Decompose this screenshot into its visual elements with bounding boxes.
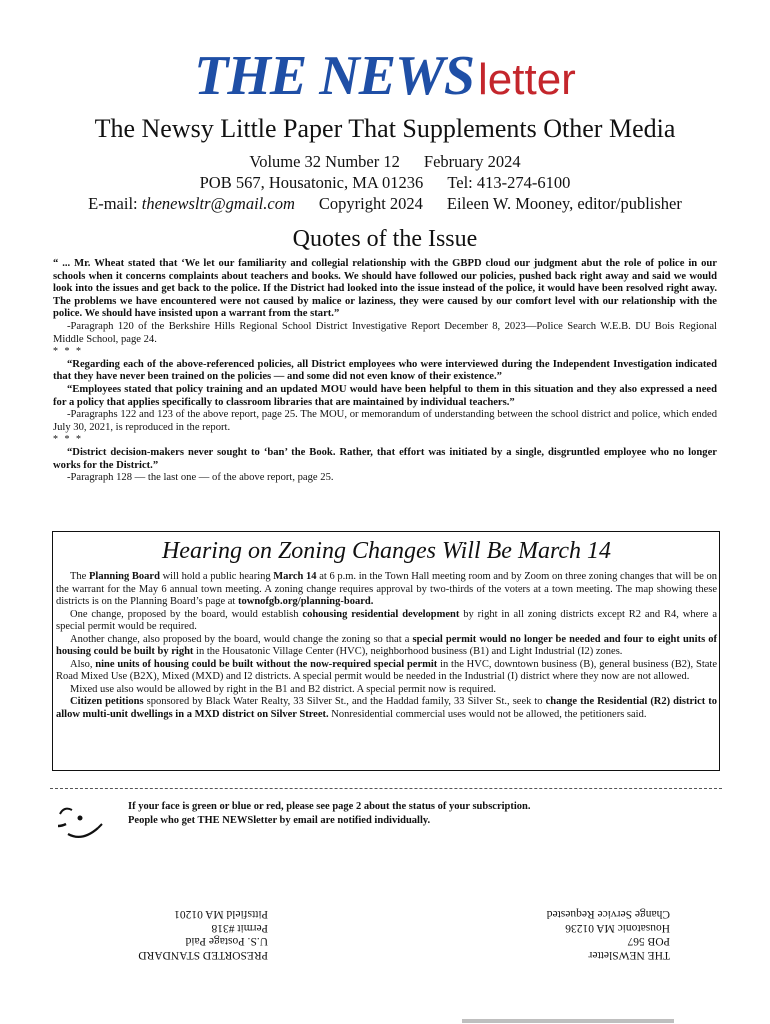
email-address: thenewsltr@gmail.com — [141, 194, 295, 213]
smiley-face-icon — [52, 796, 112, 846]
masthead — [0, 45, 770, 107]
hearing-title: Hearing on Zoning Changes Will Be March 14 — [161, 538, 612, 564]
masthead-the-news: THE NEWS — [194, 45, 475, 107]
hearing-article — [52, 531, 720, 771]
hearing-para-3: Another change, also proposed by the board, would change the zoning so that a special permit would no longer be needed and four to eight units of housing could be built by right in the Housatonic Village Center (HVC), neighborhood business (B1) and Light Industrial (I2) zones. — [56, 633, 717, 657]
separator-stars: * * * — [53, 434, 83, 446]
email-label: E-mail: — [88, 194, 138, 213]
return-address: THE NEWSletter POB 567 Housatonic MA 01236 Change Service Requested — [546, 908, 670, 961]
subscription-notice: If your face is green or blue or red, please see page 2 about the status of your subscription. People who get THE NEWSletter by email are notified individually. — [128, 801, 531, 826]
tagline: The Newsy Little Paper That Supplements Other Media — [94, 114, 676, 143]
quotes-title: Quotes of the Issue — [292, 226, 478, 252]
quote-2a: “Regarding each of the above-referenced policies, all District employees who were interviewed during the Independent Investigation indicated that they have never been trained on the policies — and some did not even know of their existence.” — [53, 358, 717, 383]
volume: Volume 32 Number 12 — [249, 152, 400, 171]
masthead-letter: letter — [478, 55, 576, 104]
issue-line-3 — [0, 194, 770, 214]
postage-indicia: PRESORTED STANDARD U.S. Postage Paid Permit #318 Pittsfield MA 01201 — [138, 908, 268, 961]
quote-2b: “Employees stated that policy training and an updated MOU would have been helpful to them in this situation and they also expressed a need for a policy that applies specifically to classroom libraries that are maintained by individual teachers.” — [53, 383, 717, 408]
quotes-block — [53, 258, 717, 485]
quote-2-source: -Paragraphs 122 and 123 of the above report, page 25. The MOU, or memorandum of understanding between the school district and police, which ended July 30, 2021, is reproduced in the report. — [53, 409, 717, 433]
issue-line-1 — [0, 152, 770, 172]
quote-3: “District decision-makers never sought to ‘ban’ the Book. Rather, that effort was initiated by a single, disgruntled employee who no longer works for the District.” — [53, 446, 717, 471]
telephone: Tel: 413-274-6100 — [447, 173, 571, 192]
separator-stars: * * * — [53, 346, 83, 358]
hearing-para-1: The Planning Board will hold a public hearing March 14 at 6 p.m. in the Town Hall meeting room and by Zoom on three zoning changes that will be on the warrant for the May 6 annual town meeting. A zoning change requires approval by two-thirds of the voters at a town meeting. The map showing these districts is on the Planning Board’s page at townofgb.org/planning-board. — [56, 571, 717, 607]
planning-board-link[interactable]: townofgb.org/planning-board. — [237, 596, 374, 607]
scrollbar[interactable] — [462, 1019, 674, 1023]
quote-3-source: -Paragraph 128 — the last one — of the above report, page 25. — [67, 472, 334, 484]
quote-1-source: -Paragraph 120 of the Berkshire Hills Regional School District Investigative Report December 8, 2023—Police Search W.E.B. DU Bois Regional Middle School, page 24. — [53, 320, 717, 345]
divider — [50, 788, 722, 789]
hearing-para-4: Also, nine units of housing could be built without the now-required special permit in the HVC, downtown business (B), general business (B2), State Road Mixed Use (B2X), Mixed (MXD) and I2 districts. A special permit would be needed in the Industrial (I) district where they now are not allowed. — [56, 658, 717, 682]
pob: POB 567, Housatonic, MA 01236 — [199, 173, 424, 192]
editor: Eileen W. Mooney, editor/publisher — [446, 194, 682, 213]
hearing-para-6: Citizen petitions sponsored by Black Water Realty, 33 Silver St., and the Haddad family, 33 Silver St., seek to change the Residential (R2) district to allow multi-unit dwellings in a MXD district on Silver Street. Nonresidential commercial uses would not be allowed, the petitioners said. — [56, 696, 718, 720]
quote-1: “ ... Mr. Wheat stated that ‘We let our familiarity and collegial relationship with the GBPD cloud our judgment abut the role of police in our schools when it concerns complaints about teachers and books. We should have followed our policies, pushed back right away and said we would look into the issues and get back to the police. If the District had looked into the issue instead of the police, it would have been resolved right away. The problems we have encountered were not caused by malice or laziness, they were caused by our comfort level with our relationship with the police. We should have insisted upon a warrant from the start.” — [53, 258, 717, 320]
hearing-para-5: Mixed use also would be allowed by right in the B1 and B2 district. A special permit now is required. — [70, 683, 497, 695]
issue-line-2 — [0, 173, 770, 193]
hearing-para-2: One change, proposed by the board, would establish cohousing residential development by right in all zoning districts except R2 and R4, where a special permit would be required. — [56, 608, 717, 632]
copyright: Copyright 2024 — [318, 194, 423, 213]
issue-date: February 2024 — [423, 152, 521, 171]
